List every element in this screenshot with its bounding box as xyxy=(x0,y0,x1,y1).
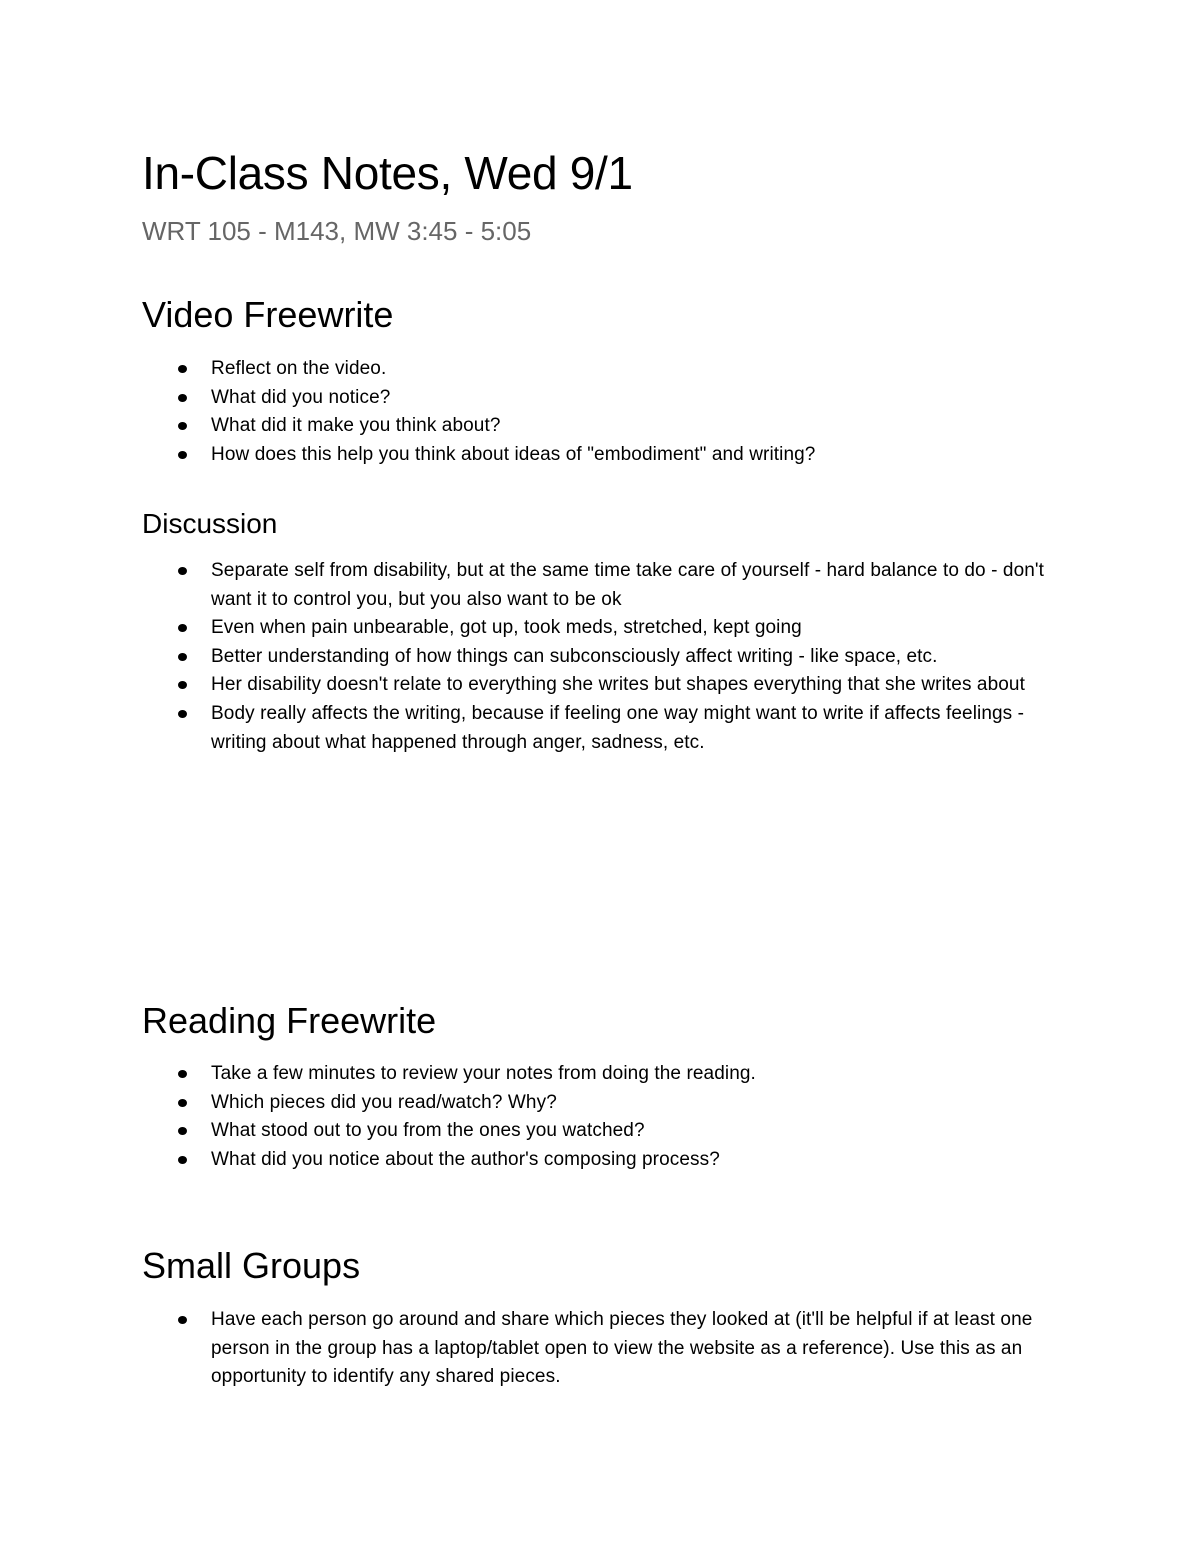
video-freewrite-list xyxy=(177,355,1077,469)
bullet-icon xyxy=(178,365,187,373)
list-item xyxy=(177,384,1077,413)
list-item-text: What did it make you think about? xyxy=(211,415,501,437)
bullet-icon xyxy=(178,1070,187,1078)
bullet-icon xyxy=(178,567,187,575)
list-item xyxy=(177,700,1077,757)
list-item xyxy=(177,1089,1077,1118)
video-freewrite-heading: Video Freewrite xyxy=(142,294,394,335)
bullet-icon xyxy=(178,451,187,459)
list-item xyxy=(177,355,1077,384)
reading-freewrite-list xyxy=(177,1060,1077,1174)
list-item xyxy=(177,1306,1077,1392)
discussion-heading: Discussion xyxy=(142,508,278,539)
bullet-icon xyxy=(178,1127,187,1135)
list-item xyxy=(177,643,1077,672)
list-item-text: How does this help you think about ideas of "embodiment" and writing? xyxy=(211,443,816,465)
list-item-text: Take a few minutes to review your notes from doing the reading. xyxy=(211,1063,756,1084)
bullet-icon xyxy=(178,1099,187,1107)
list-item xyxy=(177,557,1077,614)
list-item-text: Body really affects the writing, because if feeling one way might want to write if affects feelings - writing about what happened through anger, sadness, etc. xyxy=(211,702,1025,753)
list-item-text: Better understanding of how things can subconsciously affect writing - like space, etc. xyxy=(211,645,938,667)
list-item-text: Which pieces did you read/watch? Why? xyxy=(211,1091,557,1113)
list-item xyxy=(177,1146,1077,1175)
bullet-icon xyxy=(178,653,187,661)
list-item-text: Even when pain unbearable, got up, took meds, stretched, kept going xyxy=(211,617,802,639)
reading-freewrite-heading: Reading Freewrite xyxy=(142,1000,437,1041)
list-item xyxy=(177,441,1077,470)
list-item-text: Reflect on the video. xyxy=(211,358,387,379)
list-item xyxy=(177,671,1077,700)
list-item-text: Her disability doesn't relate to everything she writes but shapes everything that she writes about xyxy=(211,674,1025,696)
bullet-icon xyxy=(178,1316,187,1324)
list-item xyxy=(177,1060,1077,1089)
list-item-text: Have each person go around and share which pieces they looked at (it'll be helpful if at least one person in the group has a laptop/tablet open to view the website as a reference). Use this as an opportunity to identify any shared pieces. xyxy=(211,1309,1033,1388)
list-item-text: Separate self from disability, but at the same time take care of yourself - hard balance to do - don't want it to control you, but you also want to be ok xyxy=(211,560,1045,610)
list-item xyxy=(177,614,1077,643)
list-item xyxy=(177,1117,1077,1146)
bullet-icon xyxy=(178,1156,187,1164)
page-title: In-Class Notes, Wed 9/1 xyxy=(142,147,633,199)
list-item-text: What did you notice about the author's composing process? xyxy=(211,1148,720,1170)
list-item xyxy=(177,412,1077,441)
small-groups-heading: Small Groups xyxy=(142,1245,361,1286)
list-item-text: What stood out to you from the ones you watched? xyxy=(211,1120,645,1142)
page-subtitle: WRT 105 - M143, MW 3:45 - 5:05 xyxy=(142,216,532,246)
bullet-icon xyxy=(178,422,187,430)
bullet-icon xyxy=(178,681,187,689)
bullet-icon xyxy=(178,624,187,632)
bullet-icon xyxy=(178,710,187,718)
bullet-icon xyxy=(178,394,187,402)
list-item-text: What did you notice? xyxy=(211,386,391,408)
discussion-list xyxy=(177,557,1077,757)
small-groups-list xyxy=(177,1306,1077,1392)
